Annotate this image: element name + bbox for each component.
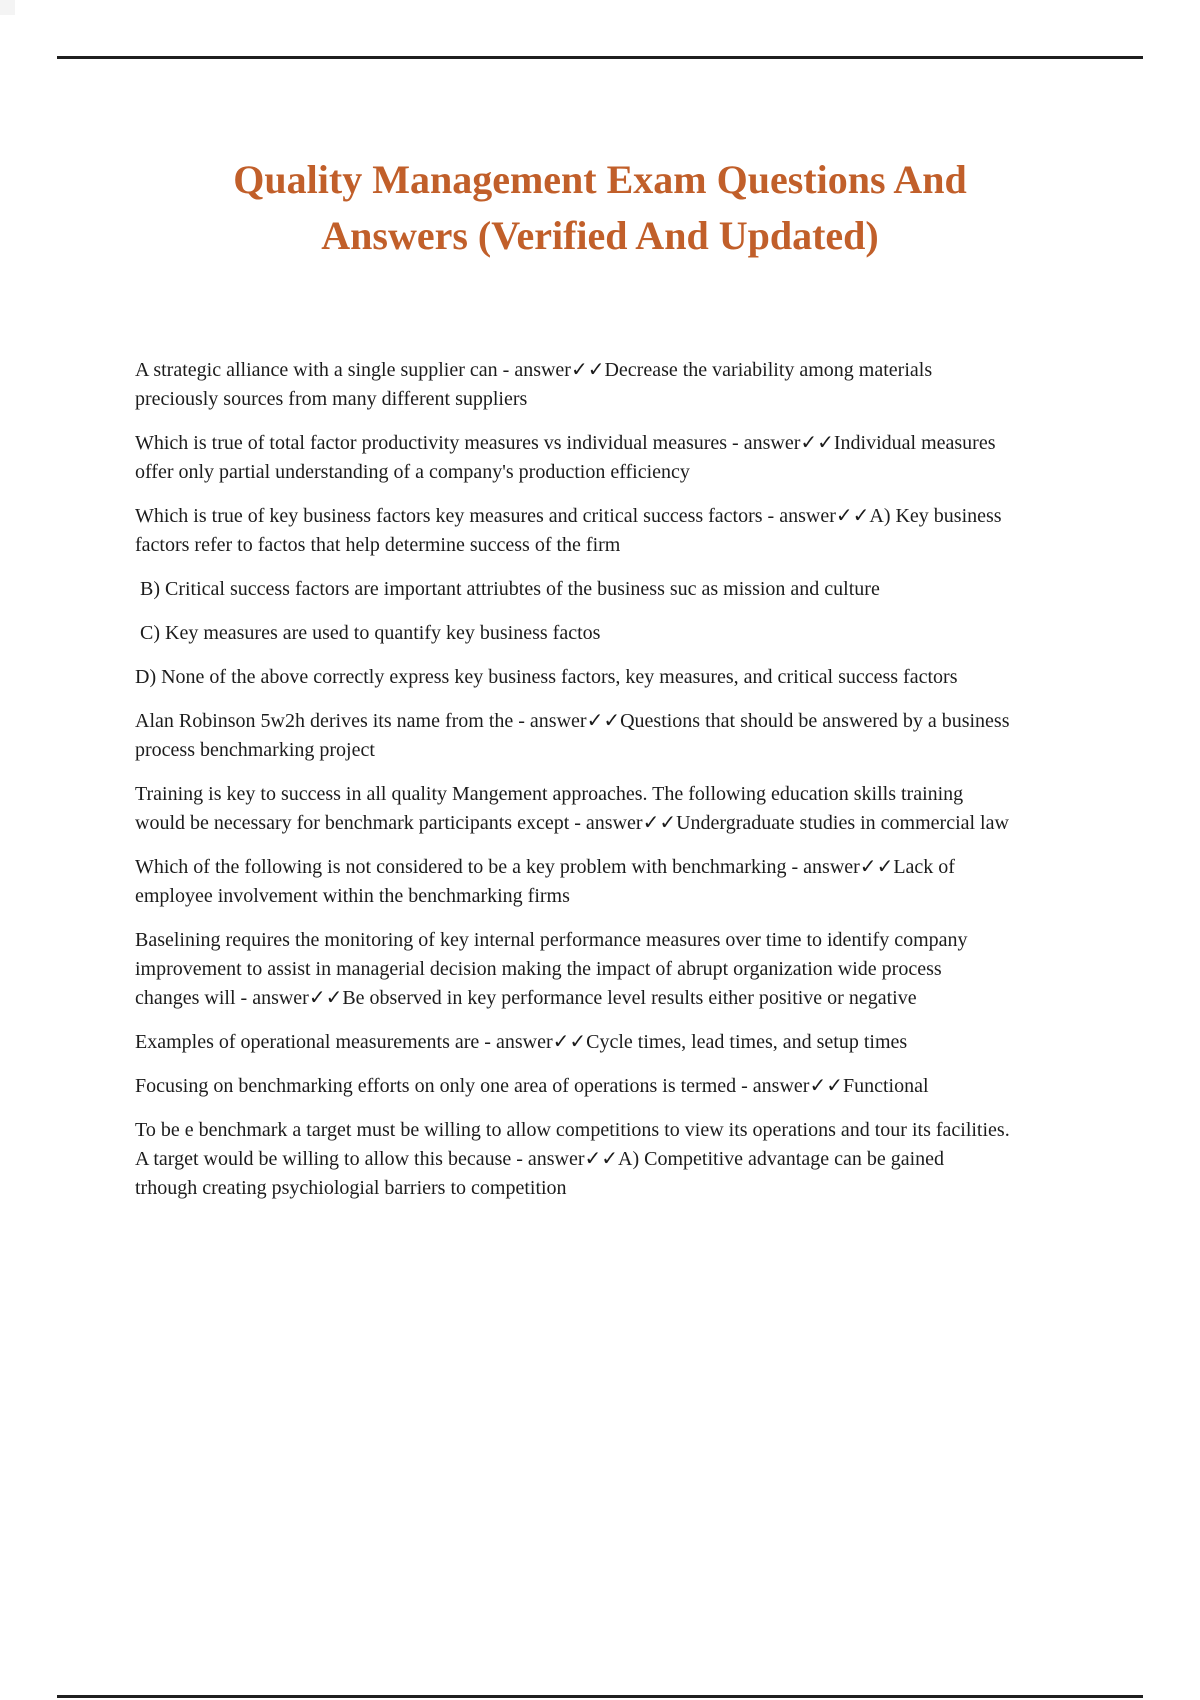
page-title-line-1: Quality Management Exam Questions And bbox=[233, 157, 967, 202]
qa-paragraph-2: Which is true of total factor productivity measures vs individual measures - answer✓✓Individual measures offer only partial understanding of a company's production efficiency bbox=[135, 432, 1001, 483]
qa-paragraph-7: Alan Robinson 5w2h derives its name from the - answer✓✓Questions that should be answered by a business process benchmarking project bbox=[135, 710, 1015, 761]
qa-paragraph-5: C) Key measures are used to quantify key business factos bbox=[135, 622, 601, 644]
qa-paragraph-8: Training is key to success in all quality Mangement approaches. The following education skills training would be necessary for benchmark participants except - answer✓✓Undergraduate studies in commercial law bbox=[135, 783, 1009, 834]
qa-paragraph-1: A strategic alliance with a single supplier can - answer✓✓Decrease the variability among materials preciously sources from many different suppliers bbox=[135, 359, 938, 410]
corner-artifact bbox=[0, 0, 15, 15]
qa-paragraph-13: To be e benchmark a target must be willing to allow competitions to view its operations and tour its facilities. A target would be willing to allow this because - answer✓✓A) Competitive advantage can be gained trhough creating psychiologial barriers to competition bbox=[135, 1119, 1014, 1199]
qa-paragraph-3: Which is true of key business factors key measures and critical success factors - answer✓✓A) Key business factors refer to factos that help determine success of the firm bbox=[135, 505, 1007, 556]
document-body bbox=[0, 264, 1015, 1203]
qa-paragraph-11: Examples of operational measurements are - answer✓✓Cycle times, lead times, and setup times bbox=[135, 1031, 908, 1053]
bottom-rule bbox=[57, 1695, 1143, 1698]
qa-paragraph-4: B) Critical success factors are important attriubtes of the business suc as mission and culture bbox=[135, 578, 880, 600]
qa-paragraph-6: D) None of the above correctly express key business factors, key measures, and critical success factors bbox=[135, 666, 958, 688]
page-title-line-2: Answers (Verified And Updated) bbox=[321, 213, 879, 258]
qa-paragraph-9: Which of the following is not considered to be a key problem with benchmarking - answer✓✓Lack of employee involvement within the benchmarking firms bbox=[135, 856, 960, 907]
qa-paragraph-12: Focusing on benchmarking efforts on only one area of operations is termed - answer✓✓Functional bbox=[135, 1075, 929, 1097]
top-rule bbox=[57, 56, 1143, 59]
qa-paragraph-10: Baselining requires the monitoring of key internal performance measures over time to identify company improvement to assist in managerial decision making the impact of abrupt organization wide process changes will - answer✓✓Be observed in key performance level results either positive or negative bbox=[135, 929, 973, 1009]
page-title bbox=[0, 0, 1200, 264]
